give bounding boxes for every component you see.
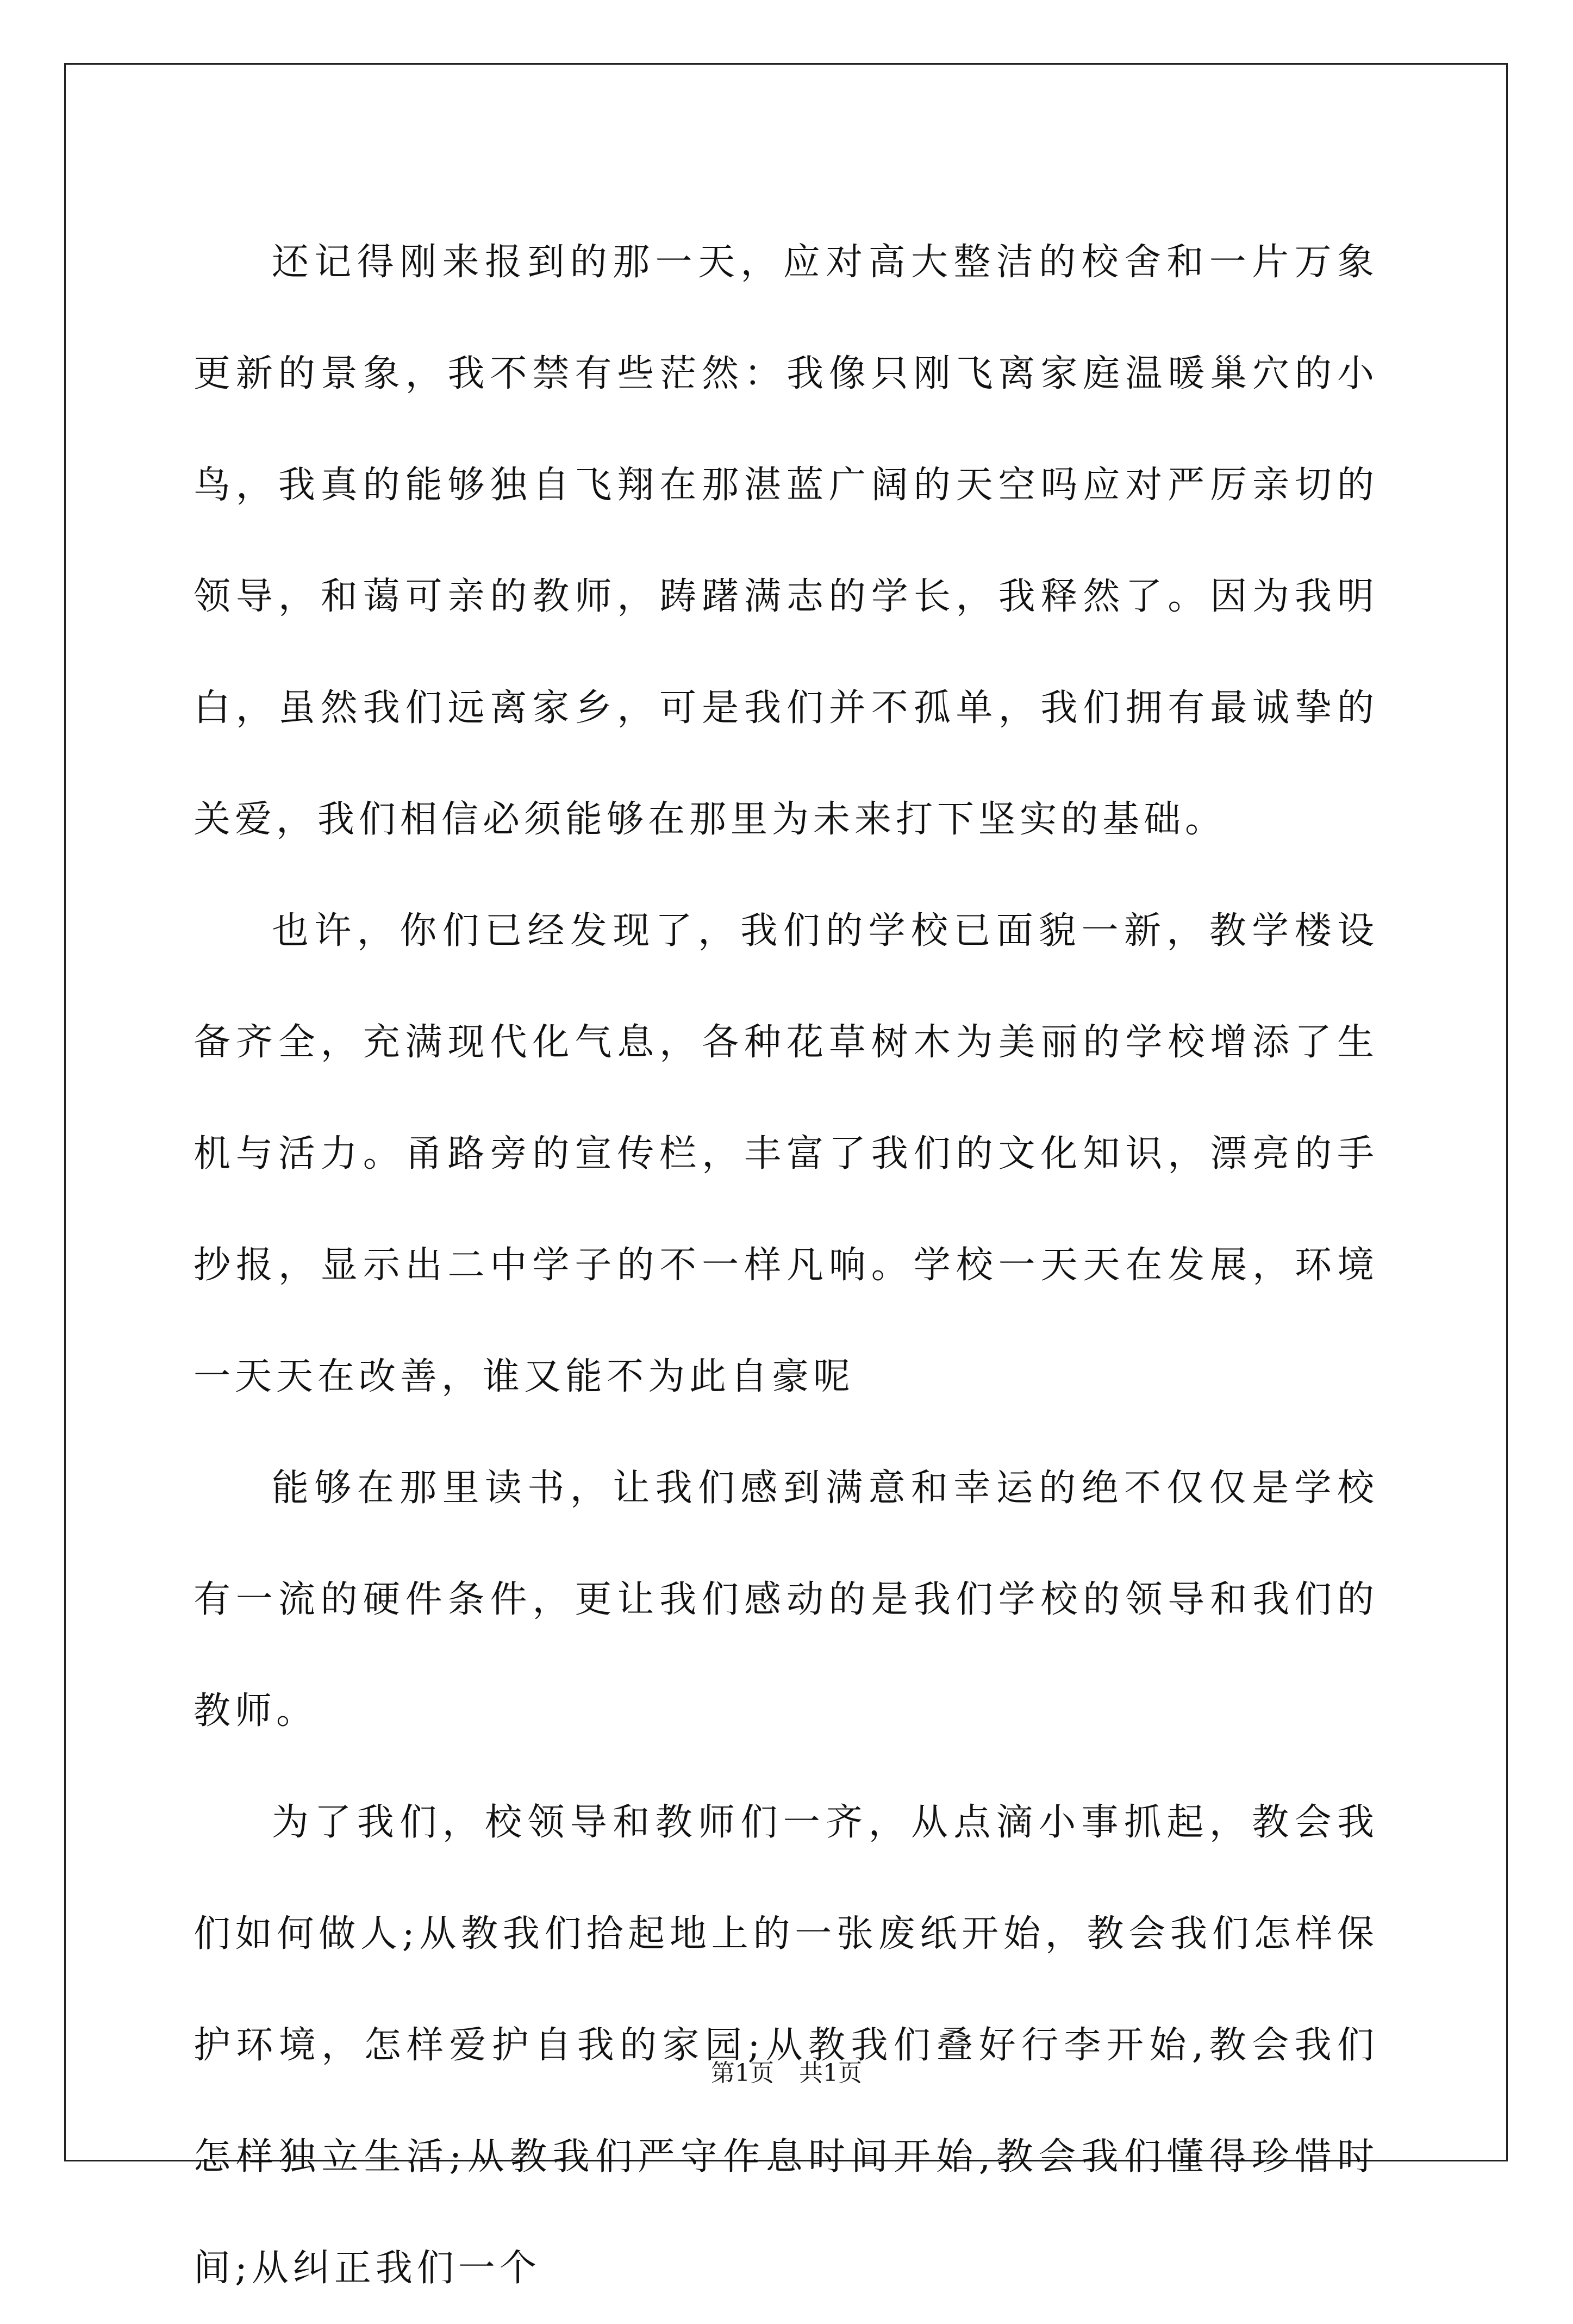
paragraph-3: 能够在那里读书，让我们感到满意和幸运的绝不仅仅是学校有一流的硬件条件，更让我们感动的是我们学校的领导和我们的教师。 bbox=[193, 1467, 1378, 1733]
page-footer bbox=[0, 2057, 1573, 2090]
page-total: 共1页 bbox=[799, 2059, 862, 2087]
document-body bbox=[193, 207, 1378, 2324]
paragraph-2: 也许，你们已经发现了，我们的学校已面貌一新，教学楼设备齐全，充满现代化气息，各种花草树木为美丽的学校增添了生机与活力。甬路旁的宣传栏，丰富了我们的文化知识，漂亮的手抄报，显示出二中学子的不一样凡响。学校一天天在发展，环境一天天在改善，谁又能不为此自豪呢 bbox=[193, 909, 1378, 1398]
paragraph-1: 还记得刚来报到的那一天，应对高大整洁的校舍和一片万象更新的景象，我不禁有些茫然：我像只刚飞离家庭温暖巢穴的小鸟，我真的能够独自飞翔在那湛蓝广阔的天空吗应对严厉亲切的领导，和蔼可亲的教师，踌躇满志的学长，我释然了。因为我明白，虽然我们远离家乡，可是我们并不孤单，我们拥有最诚挚的关爱，我们相信必须能够在那里为未来打下坚实的基础。 bbox=[193, 241, 1378, 841]
paragraph-4: 为了我们，校领导和教师们一齐，从点滴小事抓起，教会我们如何做人;从教我们拾起地上的一张废纸开始，教会我们怎样保护环境，怎样爱护自我的家园;从教我们叠好行李开始,教会我们怎样独立生活;从教我们严守作息时间开始,教会我们懂得珍惜时间;从纠正我们一个 bbox=[193, 1801, 1378, 2290]
page-number: 第1页 bbox=[711, 2059, 774, 2087]
